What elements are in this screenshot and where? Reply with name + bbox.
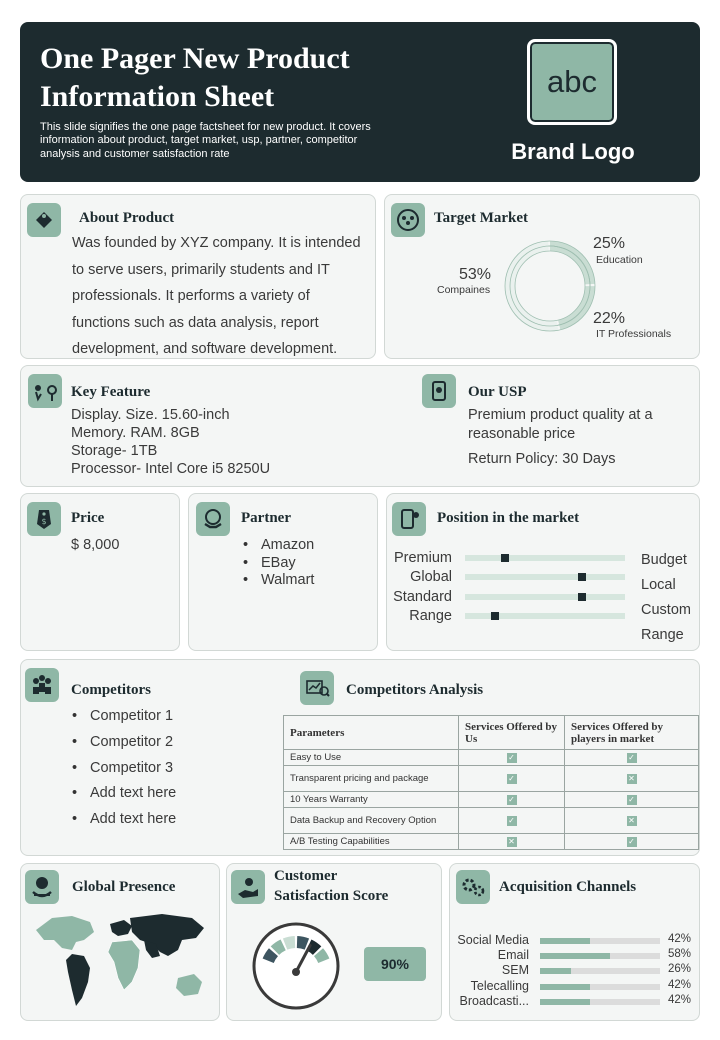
header-banner [20,22,700,182]
channel-value: 26% [668,963,692,976]
channel-label: Social Media [457,933,529,947]
analysis-heading: Competitors Analysis [346,682,484,698]
globe-hand-icon [25,870,59,904]
competitors-group-icon [25,668,59,702]
about-line: to serve users, primarily students and IT [72,261,330,278]
competitor-item: • Add text here [70,781,176,807]
channel-label: SEM [501,963,529,978]
key-feature-icon [28,374,62,408]
check-mark-icon: ✓ [508,753,515,762]
competitors-heading: Competitors [71,682,151,698]
table-row [284,766,699,792]
mobile-settings-icon [392,502,426,536]
key-feature-line: Display. Size. 15.60-inch [71,407,230,423]
channel-bar [540,999,590,1005]
donut-label-education: Education [596,254,643,266]
channel-value: 58% [668,948,692,961]
donut-value-education: 25% [593,235,626,252]
competitor-item: • Add text here [70,807,176,833]
position-track [465,594,625,600]
about-heading: About Product [79,210,175,226]
channel-value: 42% [668,978,692,991]
competitors-analysis-table [283,715,699,850]
position-right-label: Budget [641,552,687,568]
handshake-icon [196,502,230,536]
channel-label: Broadcasti... [459,993,529,1008]
key-feature-line: Processor- Intel Core i5 8250U [71,461,271,477]
page-subtitle: This slide signifies the one page factsheet for new product. It covers information about product, target market, usp, partner, competitor analysis and customer satisfaction rate [40,121,371,160]
usp-heading: Our USP [468,384,527,400]
channel-track [540,999,660,1005]
donut-value-companies: 53% [459,266,492,283]
people-group-icon [391,203,425,237]
competitor-item: • Competitor 2 [70,730,176,756]
satisfaction-hand-icon [231,870,265,904]
cross-mark-icon: ✕ [508,837,515,846]
usp-line: reasonable price [468,426,576,442]
donut-label-it: IT Professionals [596,328,672,340]
param-cell: A/B Testing Capabilities [284,834,459,850]
target-market-heading: Target Market [434,210,528,226]
price-value: $ 8,000 [71,537,120,553]
check-mark-icon: ✓ [628,753,635,762]
channel-value: 42% [668,933,692,945]
position-track [465,574,625,580]
position-track [465,613,625,619]
position-marker [578,593,586,601]
channel-label: Email [497,948,529,963]
key-feature-line: Storage- 1TB [71,443,158,459]
channel-track [540,984,660,990]
usp-icon [422,374,456,408]
brand-label: Brand Logo [511,139,635,164]
check-mark-icon: ✓ [508,795,515,804]
channel-label: Telecalling [470,978,529,993]
check-mark-icon: ✓ [508,774,515,783]
channel-bar [540,984,590,990]
partner-heading: Partner [241,510,291,526]
table-row [284,792,699,808]
about-text [72,230,372,363]
channel-track [540,938,660,944]
position-marker [578,573,586,581]
return-policy: Return Policy: 30 Days [468,451,616,467]
check-mark-icon: ✓ [508,816,515,825]
position-left-label: Standard [393,589,452,605]
cross-mark-icon: ✕ [628,774,635,783]
position-marker [501,554,509,562]
satisfaction-heading-line1: Customer [274,868,338,884]
table-header: Services Offered by players in market [565,716,699,750]
page-title: One Pager New Product Information Sheet [40,42,350,113]
table-row [284,808,699,834]
svg-text:$: $ [41,517,47,526]
table-row [284,750,699,766]
about-line: professionals. It performs a variety of [72,288,310,304]
competitor-item: • Competitor 1 [70,704,176,730]
global-presence-heading: Global Presence [72,879,176,895]
competitor-item: • Competitor 3 [70,756,176,782]
acquisition-heading: Acquisition Channels [499,879,637,895]
channel-bar [540,953,610,959]
usp-line: Premium product quality at a [468,407,653,423]
position-left-label: Range [409,608,452,624]
partner-item: • Amazon [241,537,314,555]
channel-bar [540,938,590,944]
table-header: Services Offered by Us [459,716,565,750]
partner-item: • EBay [241,555,314,573]
partner-item: • Walmart [241,572,314,590]
position-right-label: Range [641,627,684,643]
position-right-label: Custom [641,602,691,618]
position-right-label: Local [641,577,676,593]
param-cell: 10 Years Warranty [284,792,459,808]
channel-value: 42% [668,993,692,1006]
partner-list [241,537,314,590]
target-market-donut [500,236,600,336]
price-tag-icon [27,502,61,536]
price-heading: Price [71,510,105,526]
check-mark-icon: ✓ [628,837,635,846]
check-mark-icon: ✓ [628,795,635,804]
satisfaction-gauge [250,920,342,1012]
about-line: Was founded by XYZ company. It is intended [72,235,361,251]
position-track [465,555,625,561]
satisfaction-heading-line2: Satisfaction Score [274,888,389,904]
channel-bar [540,968,571,974]
param-cell: Easy to Use [284,750,459,766]
table-row [284,834,699,850]
about-line: development, and software development. [72,341,338,357]
key-feature-heading: Key Feature [71,384,151,400]
brand-logo [527,39,617,125]
position-heading: Position in the market [437,510,580,526]
analysis-chart-icon [300,671,334,705]
product-tag-icon [27,203,61,237]
channel-track [540,968,660,974]
position-marker [491,612,499,620]
position-left-label: Global [410,569,452,585]
position-left-label: Premium [393,550,452,566]
table-header: Parameters [284,716,459,750]
competitors-list [70,704,176,833]
channel-track [540,953,660,959]
world-map [32,910,208,1014]
donut-label-companies: Compaines [437,284,491,296]
logo-text: abc [547,64,597,99]
donut-value-it: 22% [593,310,626,327]
about-line: functions such as data analysis, report [72,314,319,331]
param-cell: Data Backup and Recovery Option [284,808,459,834]
cross-mark-icon: ✕ [628,816,635,825]
key-feature-line: Memory. RAM. 8GB [71,425,200,441]
satisfaction-score-badge: 90% [364,947,426,981]
param-cell: Transparent pricing and package [284,766,459,792]
gears-icon [456,870,490,904]
